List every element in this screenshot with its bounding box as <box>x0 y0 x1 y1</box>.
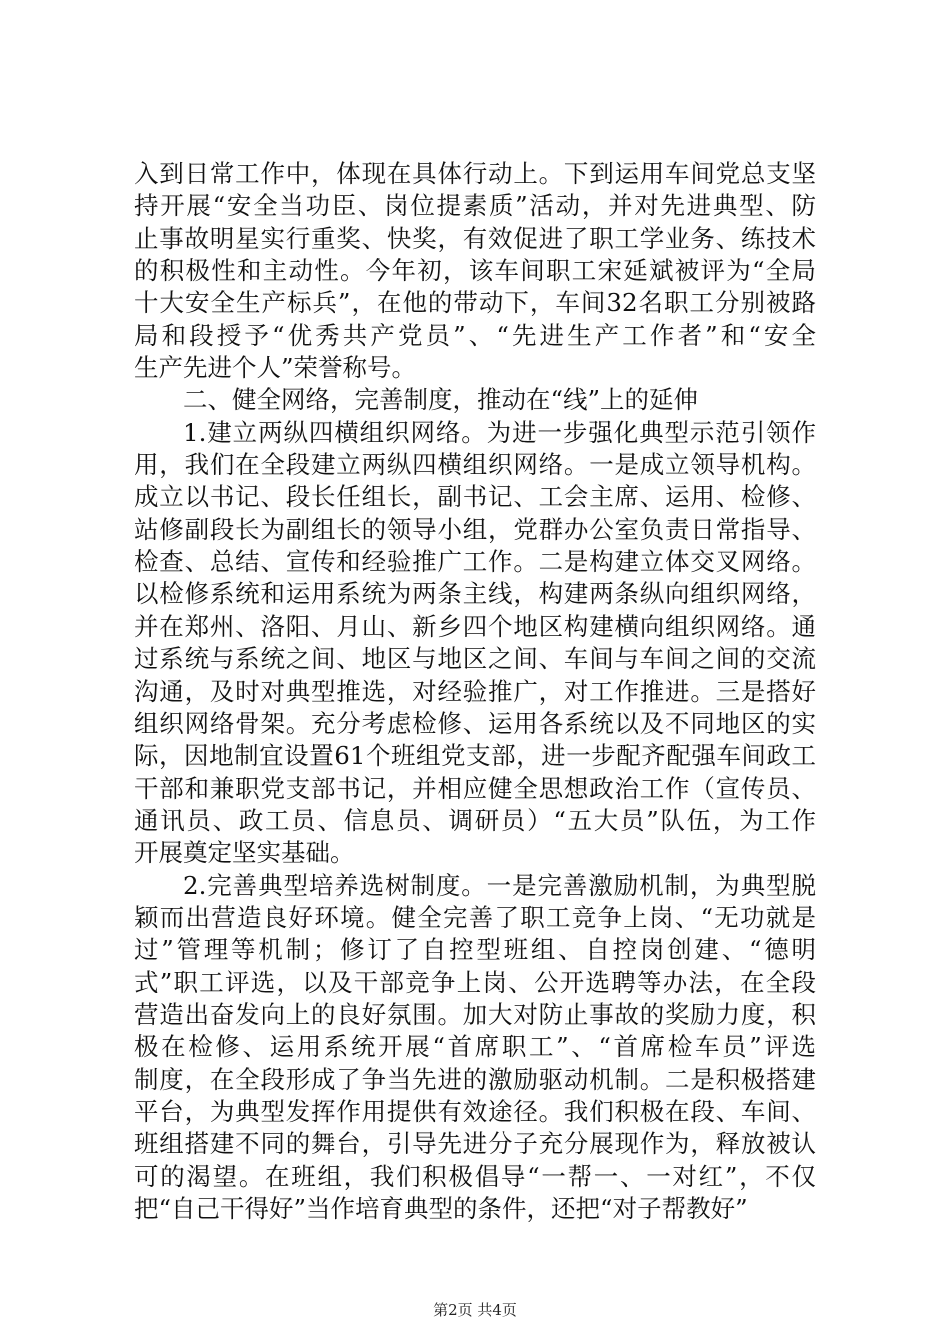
text-line: 1.建立两纵四横组织网络。为进一步强化典型示范引领作 <box>183 417 816 447</box>
paragraph <box>134 158 816 384</box>
text-line: 可的渴望。在班组，我们积极倡导“一帮一、一对红”，不仅 <box>134 1161 816 1191</box>
document-body <box>134 158 816 1225</box>
text-line: 开展奠定坚实基础。 <box>134 838 355 868</box>
paragraph <box>134 870 816 1226</box>
text-line: 以检修系统和运用系统为两条主线，构建两条纵向组织网络， <box>134 579 816 609</box>
paragraph <box>134 417 816 870</box>
text-line: 检查、总结、宣传和经验推广工作。二是构建立体交叉网络。 <box>134 547 816 577</box>
text-line: 营造出奋发向上的良好氛围。加大对防止事故的奖励力度，积 <box>134 999 816 1029</box>
text-line: 并在郑州、洛阳、月山、新乡四个地区构建横向组织网络。通 <box>134 611 816 641</box>
text-line: 生产先进个人”荣誉称号。 <box>134 353 417 383</box>
page-footer: 第2页 共4页 <box>433 1301 517 1319</box>
text-line: 极在检修、运用系统开展“首席职工”、“首席检车员”评选 <box>134 1032 816 1062</box>
text-line: 组织网络骨架。充分考虑检修、运用各系统以及不同地区的实 <box>134 708 816 738</box>
text-line: 持开展“安全当功臣、岗位提素质”活动，并对先进典型、防 <box>134 191 816 221</box>
text-line: 二、健全网络，完善制度，推动在“线”上的延伸 <box>183 385 699 415</box>
text-line: 际，因地制宜设置61个班组党支部，进一步配齐配强车间政工 <box>134 741 816 771</box>
text-line: 局和段授予“优秀共产党员”、“先进生产工作者”和“安全 <box>134 320 816 350</box>
text-line: 把“自己干得好”当作培育典型的条件，还把“对子帮教好” <box>134 1194 748 1223</box>
text-line: 颖而出营造良好环境。健全完善了职工竞争上岗、“无功就是 <box>134 902 816 932</box>
text-line: 式”职工评选，以及干部竞争上岗、公开选聘等办法，在全段 <box>134 967 816 997</box>
text-line: 站修副段长为副组长的领导小组，党群办公室负责日常指导、 <box>134 514 816 544</box>
text-line: 平台，为典型发挥作用提供有效途径。我们积极在段、车间、 <box>134 1096 816 1126</box>
text-line: 入到日常工作中，体现在具体行动上。下到运用车间党总支坚 <box>134 159 816 188</box>
text-line: 通讯员、政工员、信息员、调研员）“五大员”队伍，为工作 <box>134 805 816 835</box>
text-line: 班组搭建不同的舞台，引导先进分子充分展现作为，释放被认 <box>134 1129 816 1159</box>
text-line: 的积极性和主动性。今年初，该车间职工宋延斌被评为“全局 <box>134 256 816 286</box>
text-line: 干部和兼职党支部书记，并相应健全思想政治工作（宣传员、 <box>134 773 816 803</box>
text-line: 用，我们在全段建立两纵四横组织网络。一是成立领导机构。 <box>134 450 816 480</box>
text-line: 2.完善典型培养选树制度。一是完善激励机制，为典型脱 <box>183 870 816 900</box>
text-line: 沟通，及时对典型推选，对经验推广，对工作推进。三是搭好 <box>134 676 816 706</box>
text-line: 成立以书记、段长任组长，副书记、工会主席、运用、检修、 <box>134 482 816 512</box>
text-line: 止事故明星实行重奖、快奖，有效促进了职工学业务、练技术 <box>134 223 816 253</box>
text-line: 过系统与系统之间、地区与地区之间、车间与车间之间的交流 <box>134 644 816 674</box>
text-line: 十大安全生产标兵”，在他的带动下，车间32名职工分别被路 <box>134 288 816 318</box>
paragraph <box>134 384 816 416</box>
text-line: 过”管理等机制；修订了自控型班组、自控岗创建、“德明 <box>134 935 816 965</box>
text-line: 制度，在全段形成了争当先进的激励驱动机制。二是积极搭建 <box>134 1064 816 1094</box>
